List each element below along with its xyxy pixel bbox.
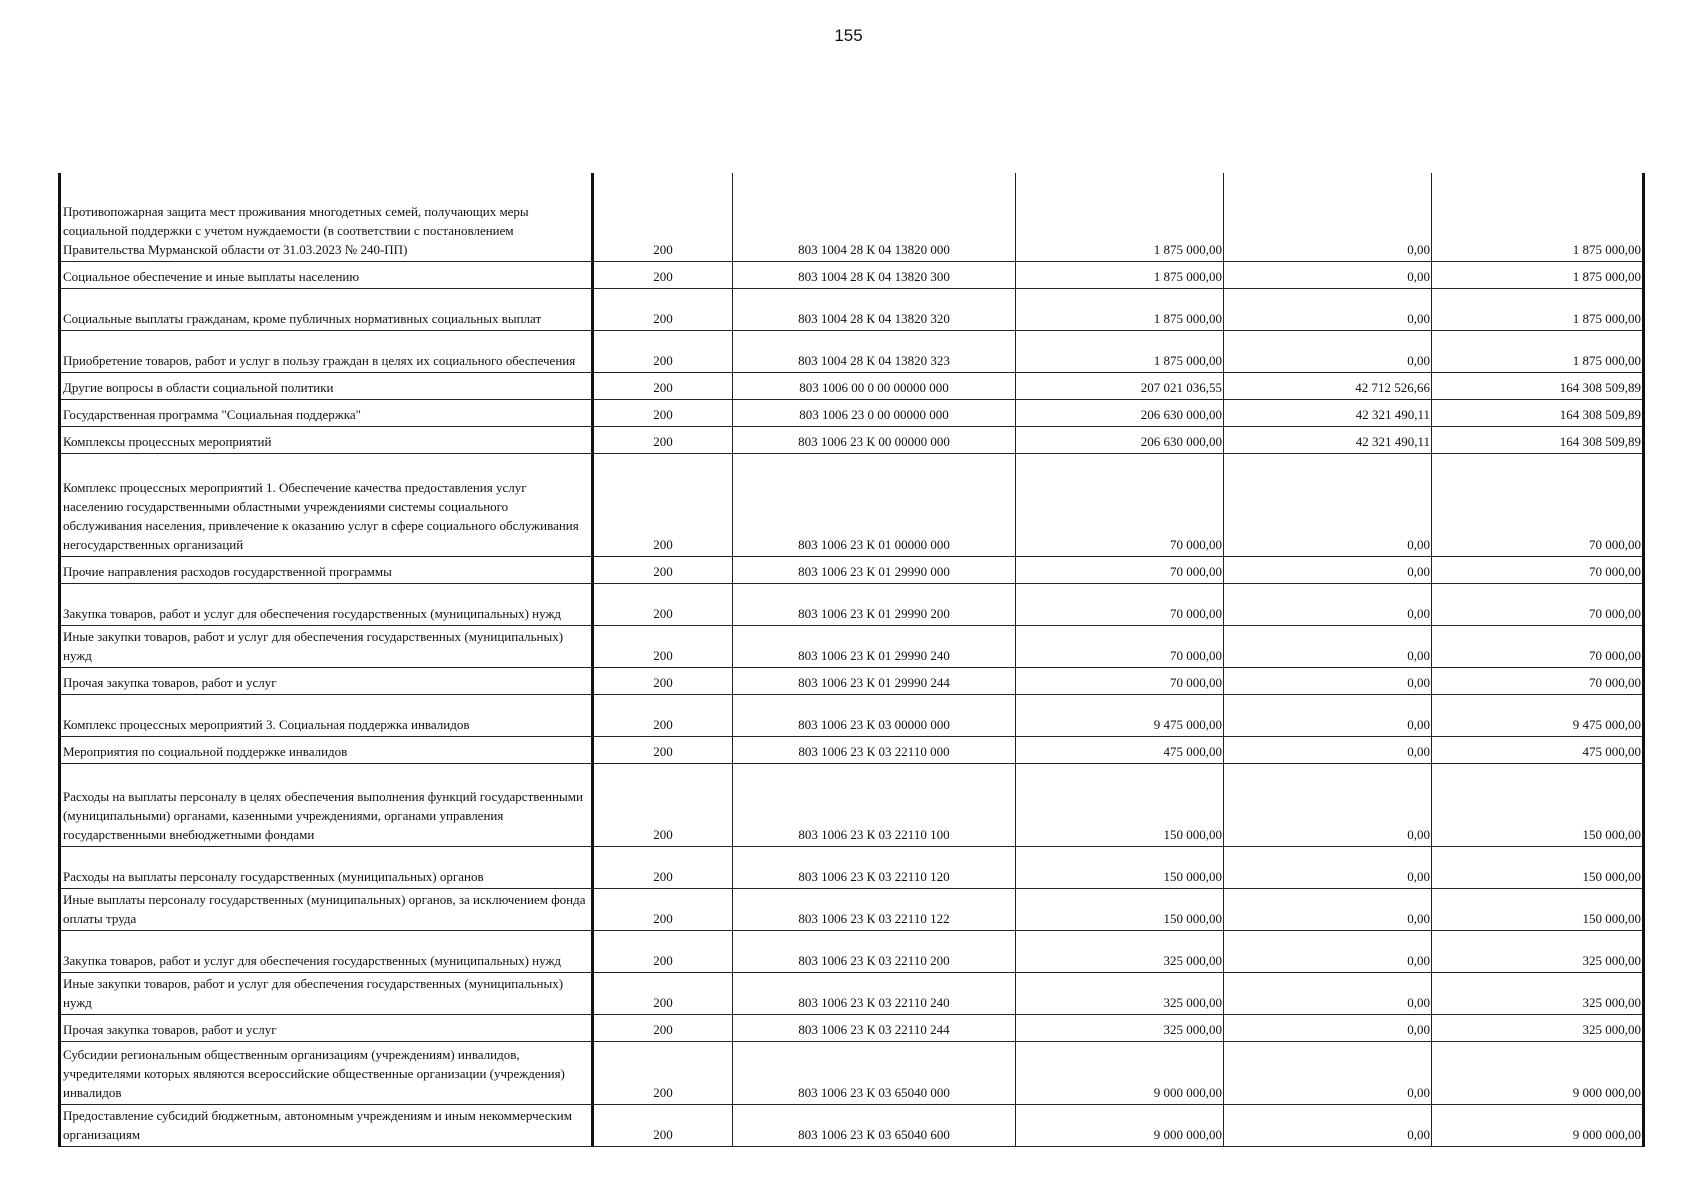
row-code-cell: 803 1004 28 К 04 13820 000	[733, 173, 1016, 261]
row-plan-amount-cell: 325 000,00	[1016, 972, 1224, 1014]
row-name-cell: Приобретение товаров, работ и услуг в пользу граждан в целях их социального обеспечения	[60, 330, 593, 372]
table-row	[60, 625, 1644, 667]
table-row	[60, 173, 1644, 261]
row-code-cell: 803 1006 23 К 03 65040 600	[733, 1104, 1016, 1146]
row-ved-cell: 200	[593, 694, 733, 736]
row-plan-amount-cell: 9 000 000,00	[1016, 1041, 1224, 1104]
row-plan-amount-cell: 70 000,00	[1016, 583, 1224, 625]
row-remaining-amount-cell: 9 000 000,00	[1432, 1104, 1644, 1146]
table-row	[60, 736, 1644, 763]
row-ved-cell: 200	[593, 763, 733, 846]
row-executed-amount-cell: 0,00	[1224, 330, 1432, 372]
table-row	[60, 453, 1644, 556]
row-ved-cell: 200	[593, 261, 733, 288]
row-name-cell: Комплекс процессных мероприятий 3. Социальная поддержка инвалидов	[60, 694, 593, 736]
row-plan-amount-cell: 1 875 000,00	[1016, 173, 1224, 261]
row-code-cell: 803 1006 23 К 03 22110 000	[733, 736, 1016, 763]
row-remaining-amount-cell: 9 475 000,00	[1432, 694, 1644, 736]
row-ved-cell: 200	[593, 972, 733, 1014]
row-executed-amount-cell: 0,00	[1224, 763, 1432, 846]
row-code-cell: 803 1006 23 К 03 22110 240	[733, 972, 1016, 1014]
row-plan-amount-cell: 9 475 000,00	[1016, 694, 1224, 736]
row-plan-amount-cell: 206 630 000,00	[1016, 399, 1224, 426]
row-ved-cell: 200	[593, 667, 733, 694]
row-name-cell: Расходы на выплаты персоналу в целях обеспечения выполнения функций государственными (муниципальными) органами, казенными учреждениями, органами управления государственными внебюджетными фондами	[60, 763, 593, 846]
row-name-cell: Государственная программа "Социальная поддержка"	[60, 399, 593, 426]
row-plan-amount-cell: 70 000,00	[1016, 556, 1224, 583]
expenditure-table	[58, 173, 1645, 1147]
table-row	[60, 1104, 1644, 1146]
row-code-cell: 803 1006 23 К 01 00000 000	[733, 453, 1016, 556]
row-ved-cell: 200	[593, 330, 733, 372]
row-executed-amount-cell: 0,00	[1224, 736, 1432, 763]
row-remaining-amount-cell: 475 000,00	[1432, 736, 1644, 763]
row-executed-amount-cell: 0,00	[1224, 583, 1432, 625]
row-remaining-amount-cell: 150 000,00	[1432, 846, 1644, 888]
row-name-cell: Иные закупки товаров, работ и услуг для обеспечения государственных (муниципальных) нужд	[60, 972, 593, 1014]
row-ved-cell: 200	[593, 736, 733, 763]
row-name-cell: Расходы на выплаты персоналу государственных (муниципальных) органов	[60, 846, 593, 888]
row-remaining-amount-cell: 325 000,00	[1432, 930, 1644, 972]
row-executed-amount-cell: 0,00	[1224, 556, 1432, 583]
row-code-cell: 803 1006 23 К 03 00000 000	[733, 694, 1016, 736]
table-row	[60, 846, 1644, 888]
row-name-cell: Иные выплаты персоналу государственных (муниципальных) органов, за исключением фонда оплаты труда	[60, 888, 593, 930]
row-executed-amount-cell: 0,00	[1224, 972, 1432, 1014]
row-code-cell: 803 1006 23 К 01 29990 000	[733, 556, 1016, 583]
table-row	[60, 763, 1644, 846]
row-remaining-amount-cell: 70 000,00	[1432, 556, 1644, 583]
row-executed-amount-cell: 0,00	[1224, 930, 1432, 972]
row-code-cell: 803 1006 23 0 00 00000 000	[733, 399, 1016, 426]
row-remaining-amount-cell: 70 000,00	[1432, 667, 1644, 694]
table-row	[60, 1041, 1644, 1104]
row-plan-amount-cell: 150 000,00	[1016, 888, 1224, 930]
page-number: 155	[834, 26, 863, 45]
row-remaining-amount-cell: 164 308 509,89	[1432, 426, 1644, 453]
row-name-cell: Прочая закупка товаров, работ и услуг	[60, 667, 593, 694]
row-executed-amount-cell: 0,00	[1224, 1104, 1432, 1146]
row-remaining-amount-cell: 164 308 509,89	[1432, 399, 1644, 426]
row-remaining-amount-cell: 150 000,00	[1432, 888, 1644, 930]
row-executed-amount-cell: 0,00	[1224, 846, 1432, 888]
row-name-cell: Прочая закупка товаров, работ и услуг	[60, 1014, 593, 1041]
row-name-cell: Комплексы процессных мероприятий	[60, 426, 593, 453]
row-code-cell: 803 1006 23 К 01 29990 200	[733, 583, 1016, 625]
row-name-cell: Социальные выплаты гражданам, кроме публичных нормативных социальных выплат	[60, 288, 593, 330]
row-code-cell: 803 1006 23 К 03 65040 000	[733, 1041, 1016, 1104]
row-name-cell: Закупка товаров, работ и услуг для обеспечения государственных (муниципальных) нужд	[60, 583, 593, 625]
row-plan-amount-cell: 150 000,00	[1016, 846, 1224, 888]
row-code-cell: 803 1004 28 К 04 13820 320	[733, 288, 1016, 330]
table-row	[60, 972, 1644, 1014]
table-body	[60, 173, 1644, 1146]
row-ved-cell: 200	[593, 583, 733, 625]
table-row	[60, 330, 1644, 372]
row-remaining-amount-cell: 1 875 000,00	[1432, 330, 1644, 372]
row-plan-amount-cell: 1 875 000,00	[1016, 288, 1224, 330]
row-remaining-amount-cell: 70 000,00	[1432, 453, 1644, 556]
row-executed-amount-cell: 0,00	[1224, 453, 1432, 556]
row-name-cell: Социальное обеспечение и иные выплаты населению	[60, 261, 593, 288]
row-executed-amount-cell: 0,00	[1224, 694, 1432, 736]
row-ved-cell: 200	[593, 930, 733, 972]
row-name-cell: Предоставление субсидий бюджетным, автономным учреждениям и иным некоммерческим организациям	[60, 1104, 593, 1146]
row-code-cell: 803 1006 23 К 03 22110 122	[733, 888, 1016, 930]
row-plan-amount-cell: 70 000,00	[1016, 625, 1224, 667]
row-remaining-amount-cell: 1 875 000,00	[1432, 261, 1644, 288]
row-ved-cell: 200	[593, 625, 733, 667]
row-executed-amount-cell: 0,00	[1224, 1041, 1432, 1104]
row-executed-amount-cell: 0,00	[1224, 1014, 1432, 1041]
row-code-cell: 803 1006 23 К 03 22110 200	[733, 930, 1016, 972]
row-plan-amount-cell: 150 000,00	[1016, 763, 1224, 846]
table-row	[60, 399, 1644, 426]
table-row	[60, 667, 1644, 694]
row-ved-cell: 200	[593, 1104, 733, 1146]
row-plan-amount-cell: 206 630 000,00	[1016, 426, 1224, 453]
row-name-cell: Противопожарная защита мест проживания многодетных семей, получающих меры социальной поддержки с учетом нуждаемости (в соответствии с постановлением Правительства Мурманской области от 31.03.2023 № 240-ПП)	[60, 173, 593, 261]
row-executed-amount-cell: 0,00	[1224, 625, 1432, 667]
row-remaining-amount-cell: 164 308 509,89	[1432, 372, 1644, 399]
row-name-cell: Субсидии региональным общественным организациям (учреждениям) инвалидов, учредителями которых являются всероссийские общественные организации (учреждения) инвалидов	[60, 1041, 593, 1104]
table-row	[60, 372, 1644, 399]
row-executed-amount-cell: 0,00	[1224, 261, 1432, 288]
row-executed-amount-cell: 42 321 490,11	[1224, 426, 1432, 453]
table-row	[60, 1014, 1644, 1041]
row-remaining-amount-cell: 325 000,00	[1432, 1014, 1644, 1041]
row-name-cell: Комплекс процессных мероприятий 1. Обеспечение качества предоставления услуг населению государственными областными учреждениями системы социального обслуживания населения, привлечение к оказанию услуг в сфере социального обслуживания негосударственных организаций	[60, 453, 593, 556]
row-remaining-amount-cell: 70 000,00	[1432, 625, 1644, 667]
row-plan-amount-cell: 207 021 036,55	[1016, 372, 1224, 399]
row-plan-amount-cell: 325 000,00	[1016, 930, 1224, 972]
budget-report-table	[58, 173, 1642, 1147]
row-remaining-amount-cell: 325 000,00	[1432, 972, 1644, 1014]
row-name-cell: Прочие направления расходов государственной программы	[60, 556, 593, 583]
table-row	[60, 583, 1644, 625]
row-code-cell: 803 1004 28 К 04 13820 300	[733, 261, 1016, 288]
row-remaining-amount-cell: 150 000,00	[1432, 763, 1644, 846]
row-remaining-amount-cell: 1 875 000,00	[1432, 288, 1644, 330]
row-code-cell: 803 1006 23 К 03 22110 120	[733, 846, 1016, 888]
row-ved-cell: 200	[593, 888, 733, 930]
row-code-cell: 803 1006 23 К 03 22110 100	[733, 763, 1016, 846]
row-remaining-amount-cell: 70 000,00	[1432, 583, 1644, 625]
row-executed-amount-cell: 0,00	[1224, 888, 1432, 930]
row-code-cell: 803 1006 23 К 03 22110 244	[733, 1014, 1016, 1041]
row-ved-cell: 200	[593, 846, 733, 888]
row-executed-amount-cell: 42 321 490,11	[1224, 399, 1432, 426]
row-name-cell: Закупка товаров, работ и услуг для обеспечения государственных (муниципальных) нужд	[60, 930, 593, 972]
row-ved-cell: 200	[593, 1014, 733, 1041]
row-code-cell: 803 1006 23 К 01 29990 244	[733, 667, 1016, 694]
row-name-cell: Иные закупки товаров, работ и услуг для обеспечения государственных (муниципальных) нужд	[60, 625, 593, 667]
row-ved-cell: 200	[593, 173, 733, 261]
row-remaining-amount-cell: 1 875 000,00	[1432, 173, 1644, 261]
row-executed-amount-cell: 42 712 526,66	[1224, 372, 1432, 399]
row-executed-amount-cell: 0,00	[1224, 667, 1432, 694]
row-name-cell: Мероприятия по социальной поддержке инвалидов	[60, 736, 593, 763]
table-row	[60, 426, 1644, 453]
row-plan-amount-cell: 70 000,00	[1016, 667, 1224, 694]
row-name-cell: Другие вопросы в области социальной политики	[60, 372, 593, 399]
row-ved-cell: 200	[593, 453, 733, 556]
table-row	[60, 694, 1644, 736]
row-ved-cell: 200	[593, 426, 733, 453]
row-code-cell: 803 1006 23 К 00 00000 000	[733, 426, 1016, 453]
table-row	[60, 261, 1644, 288]
row-ved-cell: 200	[593, 372, 733, 399]
row-code-cell: 803 1004 28 К 04 13820 323	[733, 330, 1016, 372]
row-plan-amount-cell: 325 000,00	[1016, 1014, 1224, 1041]
row-ved-cell: 200	[593, 1041, 733, 1104]
row-ved-cell: 200	[593, 288, 733, 330]
row-plan-amount-cell: 1 875 000,00	[1016, 330, 1224, 372]
row-plan-amount-cell: 475 000,00	[1016, 736, 1224, 763]
row-remaining-amount-cell: 9 000 000,00	[1432, 1041, 1644, 1104]
row-executed-amount-cell: 0,00	[1224, 288, 1432, 330]
row-executed-amount-cell: 0,00	[1224, 173, 1432, 261]
table-row	[60, 288, 1644, 330]
table-row	[60, 556, 1644, 583]
row-ved-cell: 200	[593, 399, 733, 426]
row-code-cell: 803 1006 23 К 01 29990 240	[733, 625, 1016, 667]
row-plan-amount-cell: 70 000,00	[1016, 453, 1224, 556]
table-row	[60, 930, 1644, 972]
table-row	[60, 888, 1644, 930]
row-plan-amount-cell: 1 875 000,00	[1016, 261, 1224, 288]
row-plan-amount-cell: 9 000 000,00	[1016, 1104, 1224, 1146]
row-code-cell: 803 1006 00 0 00 00000 000	[733, 372, 1016, 399]
row-ved-cell: 200	[593, 556, 733, 583]
